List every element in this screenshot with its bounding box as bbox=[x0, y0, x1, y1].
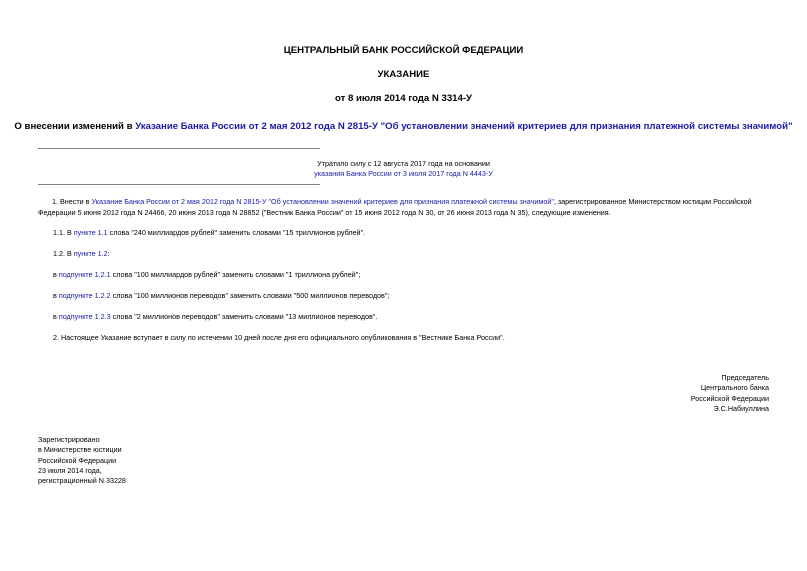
paragraph-1-2 bbox=[53, 249, 784, 260]
subparagraph-1-2-3-text: слова "2 миллионов переводов" заменить словами "13 миллионов переводов". bbox=[110, 312, 378, 321]
subparagraph-1-2-3-link[interactable]: подпункте 1.2.3 bbox=[58, 312, 111, 321]
status-repeal-link[interactable]: указания Банка России от 3 июля 2017 года N 4443-У bbox=[314, 169, 493, 178]
paragraph-1-prefix: 1. Внести в bbox=[52, 197, 92, 206]
title-prefix: О внесении изменений в bbox=[14, 121, 136, 132]
paragraph-1-1 bbox=[53, 228, 784, 239]
document-title bbox=[0, 121, 807, 132]
signature-organization: Центрального банка bbox=[700, 383, 769, 393]
paragraph-1 bbox=[38, 197, 769, 218]
subparagraph-1-2-1-prefix: в bbox=[53, 270, 59, 279]
subparagraph-1-2-1-link[interactable]: подпункте 1.2.1 bbox=[58, 270, 111, 279]
status-bottom-rule bbox=[38, 184, 320, 185]
paragraph-1-2-text: : bbox=[107, 249, 110, 258]
status-line: Утратило силу с 12 августа 2017 года на основании bbox=[317, 159, 490, 168]
subparagraph-1-2-1-text: слова "100 миллиардов рублей" заменить словами "1 триллиона рублей"; bbox=[110, 270, 361, 279]
subparagraph-1-2-1 bbox=[53, 270, 784, 281]
signature-block bbox=[691, 373, 769, 414]
paragraph-1-link[interactable]: Указание Банка России от 2 мая 2012 года N 2815-У "Об установлении значений критериев для признания платежной системы значимой" bbox=[91, 197, 554, 206]
paragraph-2: 2. Настоящее Указание вступает в силу по истечении 10 дней после дня его официального опубликования в "Вестнике Банка России". bbox=[53, 333, 505, 342]
registration-line-2: в Министерстве юстиции bbox=[38, 445, 122, 455]
registration-number: регистрационный N 33228 bbox=[38, 476, 126, 486]
paragraph-1-text: , зарегистрированное Министерством юстиции Российской Федерации 5 июня 2012 года N 24466, 20 июня 2013 года N 28852 ("Вестник Банка России" от 15 июня 2012 года N 30, от 26 июня 2013 года N 35), следующие изменения. bbox=[38, 197, 752, 217]
document-date-number: от 8 июля 2014 года N 3314-У bbox=[335, 93, 472, 104]
paragraph-1-1-link[interactable]: пункте 1.1 bbox=[73, 228, 108, 237]
document-type: УКАЗАНИЕ bbox=[377, 69, 430, 80]
registration-line-1: Зарегистрировано bbox=[38, 435, 100, 444]
registration-block bbox=[38, 435, 126, 486]
subparagraph-1-2-2 bbox=[53, 291, 784, 302]
signature-name: Э.С.Набиуллина bbox=[713, 403, 769, 413]
issuer-name: ЦЕНТРАЛЬНЫЙ БАНК РОССИЙСКОЙ ФЕДЕРАЦИИ bbox=[283, 45, 524, 56]
subparagraph-1-2-2-link[interactable]: подпункте 1.2.2 bbox=[58, 291, 111, 300]
subparagraph-1-2-2-prefix: в bbox=[53, 291, 59, 300]
paragraph-1-2-prefix: 1.2. В bbox=[53, 249, 74, 258]
registration-line-3: Российской Федерации bbox=[38, 455, 117, 465]
subparagraph-1-2-3 bbox=[53, 312, 784, 323]
signature-position: Председатель bbox=[721, 373, 769, 382]
paragraph-1-2-link[interactable]: пункте 1.2 bbox=[73, 249, 108, 258]
subparagraph-1-2-2-text: слова "100 миллионов переводов" заменить словами "500 миллионов переводов"; bbox=[110, 291, 390, 300]
paragraph-1-1-prefix: 1.1. В bbox=[53, 228, 74, 237]
subparagraph-1-2-3-prefix: в bbox=[53, 312, 59, 321]
status-top-rule bbox=[38, 148, 320, 149]
signature-country: Российской Федерации bbox=[690, 393, 769, 403]
registration-date: 23 июля 2014 года, bbox=[38, 465, 102, 475]
title-amended-document-link[interactable]: Указание Банка России от 2 мая 2012 года N 2815-У "Об установлении значений критериев для признания платежной системы значимой" bbox=[135, 121, 793, 132]
paragraph-1-1-text: слова "240 миллиардов рублей" заменить словами "15 триллионов рублей". bbox=[107, 228, 366, 237]
